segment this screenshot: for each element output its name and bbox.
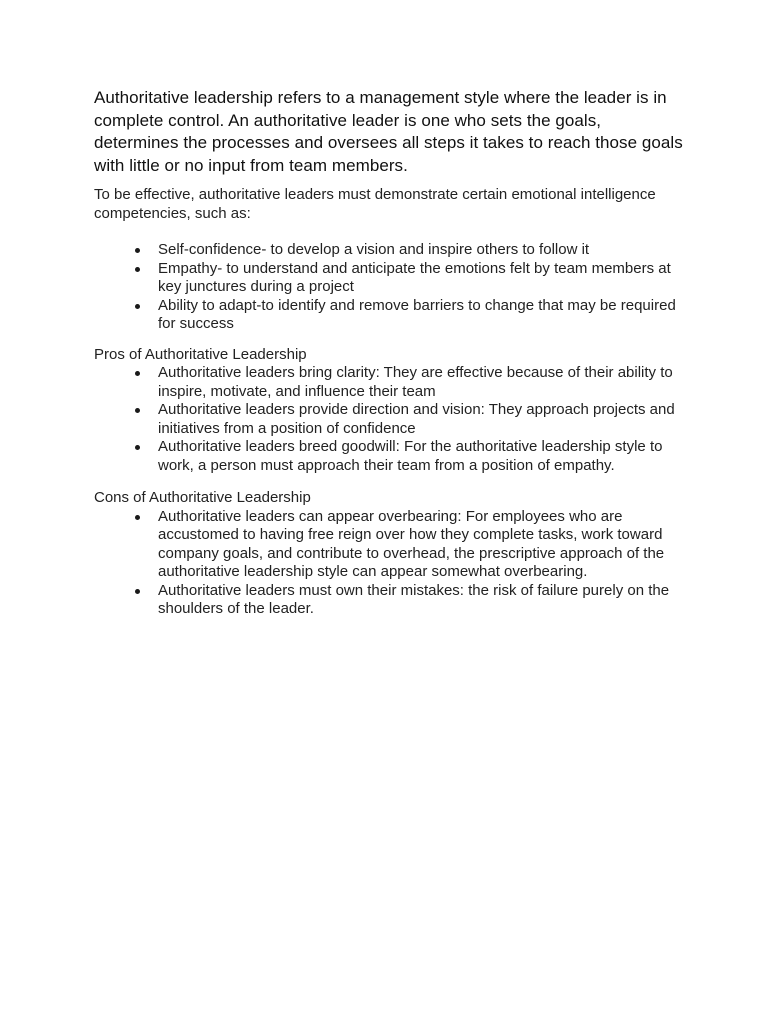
bullet-icon — [135, 589, 140, 594]
bullet-icon — [135, 304, 140, 309]
list-item-text: Authoritative leaders breed goodwill: For the authoritative leadership style to work, a person must approach their team from a position of empathy. — [158, 438, 663, 474]
bullet-icon — [135, 371, 140, 376]
list-item-text: Authoritative leaders bring clarity: They are effective because of their ability to inspire, motivate, and influence their team — [158, 364, 673, 400]
pros-list — [94, 364, 684, 475]
competencies-list — [94, 241, 684, 334]
list-item — [94, 364, 684, 401]
cons-list — [94, 508, 684, 619]
bullet-icon — [135, 248, 140, 253]
lead-paragraph: Authoritative leadership refers to a management style where the leader is in complete control. An authoritative leader is one who sets the goals, determines the processes and oversees all steps it takes to reach those goals with little or no input from team members. — [94, 88, 683, 175]
document-page — [94, 87, 684, 619]
list-item-text: Self-confidence- to develop a vision and inspire others to follow it — [158, 241, 590, 259]
list-item-text: Ability to adapt-to identify and remove barriers to change that may be required for success — [158, 296, 676, 333]
list-item-text: Authoritative leaders must own their mistakes: the risk of failure purely on the shoulders of the leader. — [158, 581, 670, 618]
list-item — [94, 297, 684, 334]
list-item-text: Authoritative leaders provide direction and vision: They approach projects and initiatives from a position of confidence — [158, 401, 675, 437]
bullet-icon — [135, 408, 140, 413]
bullet-icon — [135, 515, 140, 520]
list-item — [94, 508, 684, 582]
bullet-icon — [135, 267, 140, 272]
intro-paragraph: To be effective, authoritative leaders must demonstrate certain emotional intelligence competencies, such as: — [94, 186, 656, 222]
list-item-text: Empathy- to understand and anticipate the emotions felt by team members at key junctures during a project — [158, 259, 671, 296]
cons-heading: Cons of Authoritative Leadership — [94, 489, 311, 507]
pros-heading: Pros of Authoritative Leadership — [94, 345, 307, 363]
list-item — [94, 241, 684, 260]
list-item — [94, 438, 684, 475]
list-item-text: Authoritative leaders can appear overbearing: For employees who are accustomed to having free reign over how they complete tasks, work toward company goals, and contribute to overhead, the prescriptive approach of the authoritative leadership style can appear somewhat overbearing. — [158, 507, 665, 581]
list-item — [94, 401, 684, 438]
list-item — [94, 582, 684, 619]
bullet-icon — [135, 445, 140, 450]
list-item — [94, 260, 684, 297]
